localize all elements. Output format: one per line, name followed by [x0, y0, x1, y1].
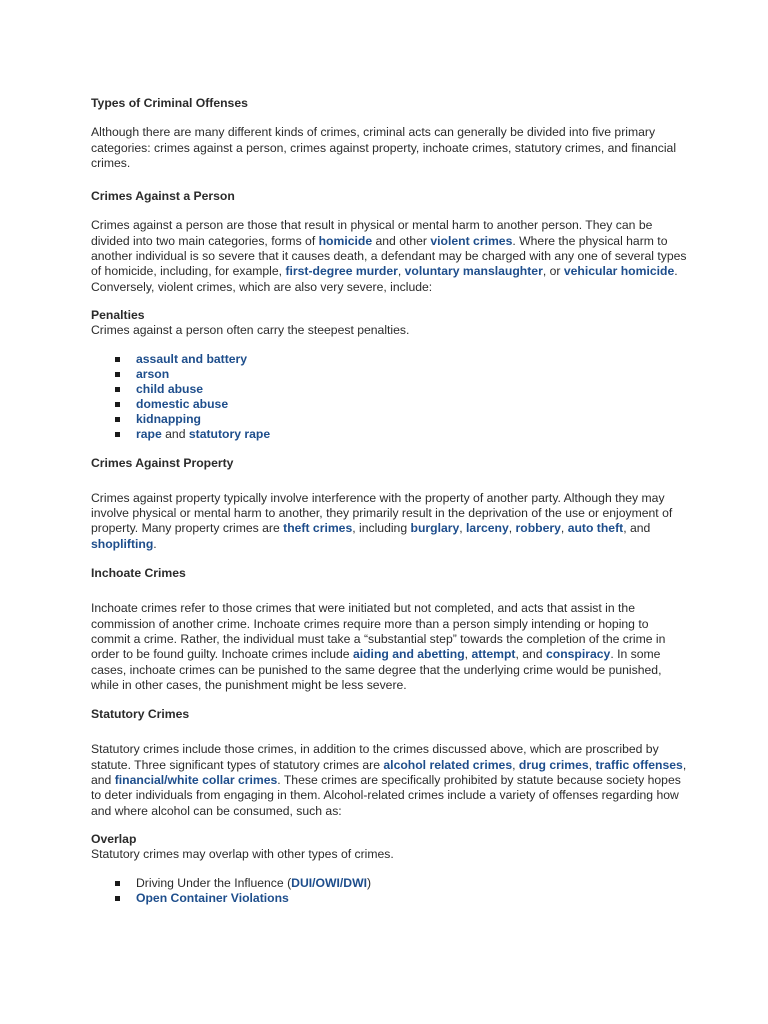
crimes-against-person-paragraph	[91, 218, 688, 294]
list-item	[115, 891, 688, 906]
paragraph-text: . These crimes are specifically prohibited by statute because society hopes to deter individuals from engaging in them. Alcohol-related crimes include a variety of offenses regarding how and where alcohol can be consumed, such as:	[91, 773, 681, 818]
paragraph-text: Crimes against property typically involve interference with the property of another party. Although they may involve physical or mental harm to another, they primarily result in the deprivation of the use or enjoyment of property. Many property crimes are	[91, 490, 673, 536]
overlap-heading: Overlap	[91, 831, 137, 846]
paragraph-text: , and	[623, 521, 651, 536]
paragraph-text: , and	[515, 647, 546, 662]
paragraph-text: . Where the physical harm to another individual is so severe that it causes death, a defendant may be charged with any one of several types of homicide, including, for example,	[91, 233, 687, 279]
paragraph-text: . In some cases, inchoate crimes can be punished to the same degree that the underlying crime would be punished, while in other cases, the punishment might be less severe.	[91, 647, 662, 692]
conspiracy-link[interactable]: conspiracy	[545, 647, 611, 662]
document-title: Types of Criminal Offenses	[91, 96, 248, 110]
paragraph-text: ,	[560, 521, 568, 536]
list-item	[115, 352, 688, 367]
paragraph-text: , and	[91, 757, 687, 788]
penalties-heading: Penalties	[91, 307, 145, 322]
list-item	[115, 397, 688, 412]
open-container-violations-link[interactable]: Open Container Violations	[136, 890, 289, 905]
inchoate-crimes-heading: Inchoate Crimes	[91, 566, 186, 581]
paragraph-text: ,	[588, 757, 596, 772]
paragraph-text: Crimes against a person are those that result in physical or mental harm to another person. They can be divided into two main categories, forms of	[91, 218, 653, 248]
bullet-square-icon	[115, 387, 120, 392]
statutory-crimes-paragraph	[91, 742, 688, 818]
paragraph-text: and other	[372, 233, 431, 248]
paragraph-text: ,	[397, 264, 405, 279]
first-degree-murder-link[interactable]: first-degree murder	[285, 264, 398, 279]
violent-crimes-list	[91, 352, 688, 442]
statutory-rape-link[interactable]: statutory rape	[188, 426, 271, 441]
robbery-link[interactable]: robbery	[515, 521, 561, 536]
auto-theft-link[interactable]: auto theft	[567, 521, 624, 536]
voluntary-manslaughter-link[interactable]: voluntary manslaughter	[404, 264, 543, 279]
bullet-square-icon	[115, 357, 120, 362]
homicide-link[interactable]: homicide	[318, 233, 373, 248]
child-abuse-link[interactable]: child abuse	[136, 381, 204, 396]
theft-crimes-link[interactable]: theft crimes	[283, 521, 353, 536]
traffic-offenses-link[interactable]: traffic offenses	[595, 757, 683, 772]
violent-crimes-link[interactable]: violent crimes	[430, 233, 513, 248]
list-item	[115, 367, 688, 382]
paragraph-text: ,	[508, 521, 516, 536]
financial-white-collar-crimes-link[interactable]: financial/white collar crimes	[114, 773, 278, 788]
crimes-against-property-paragraph	[91, 491, 688, 552]
list-item-text: )	[366, 875, 372, 890]
shoplifting-link[interactable]: shoplifting	[91, 536, 154, 551]
kidnapping-link[interactable]: kidnapping	[136, 411, 201, 426]
overlap-text: Statutory crimes may overlap with other types of crimes.	[91, 847, 394, 862]
statutory-crimes-heading: Statutory Crimes	[91, 707, 190, 722]
attempt-link[interactable]: attempt	[471, 647, 516, 662]
burglary-link[interactable]: burglary	[410, 521, 460, 536]
paragraph-text: ,	[459, 521, 467, 536]
drug-crimes-link[interactable]: drug crimes	[518, 757, 589, 772]
assault-and-battery-link[interactable]: assault and battery	[136, 351, 248, 366]
bullet-square-icon	[115, 881, 120, 886]
domestic-abuse-link[interactable]: domestic abuse	[136, 396, 229, 411]
crimes-against-person-heading: Crimes Against a Person	[91, 189, 235, 204]
crimes-against-property-heading: Crimes Against Property	[91, 455, 234, 470]
paragraph-text: Statutory crimes include those crimes, in addition to the crimes discussed above, which are proscribed by statute. Three significant types of statutory crimes are	[91, 742, 659, 772]
bullet-square-icon	[115, 402, 120, 407]
paragraph-text: .	[153, 536, 157, 551]
vehicular-homicide-link[interactable]: vehicular homicide	[563, 264, 675, 279]
list-item-text: and	[161, 426, 189, 441]
list-item	[115, 382, 688, 397]
intro-paragraph: Although there are many different kinds of crimes, criminal acts can generally be divided into five primary categories: crimes against a person, crimes against property, inchoate crimes, statutory crimes, and financial crimes.	[91, 125, 677, 170]
list-item-text: Driving Under the Influence (	[136, 875, 292, 890]
list-item	[115, 412, 688, 427]
bullet-square-icon	[115, 432, 120, 437]
paragraph-text: ,	[464, 647, 472, 662]
larceny-link[interactable]: larceny	[466, 521, 509, 536]
paragraph-text: , or	[542, 264, 564, 279]
paragraph-text: , including	[352, 521, 411, 536]
list-item	[115, 876, 688, 891]
bullet-square-icon	[115, 372, 120, 377]
penalties-text: Crimes against a person often carry the steepest penalties.	[91, 323, 410, 338]
paragraph-text: Inchoate crimes refer to those crimes that were initiated but not completed, and acts that assist in the commission of another crime. Inchoate crimes require more than a person simply intending or hoping to commit a crime. Rather, the individual must take a “substantial step” towards the completion of the crime in order to be found guilty. Inchoate crimes include	[91, 601, 666, 662]
aiding-and-abetting-link[interactable]: aiding and abetting	[352, 647, 465, 662]
bullet-square-icon	[115, 417, 120, 422]
rape-link[interactable]: rape	[136, 426, 162, 441]
paragraph-text: ,	[512, 757, 519, 772]
alcohol-crimes-list	[91, 876, 688, 906]
inchoate-crimes-paragraph	[91, 601, 688, 693]
arson-link[interactable]: arson	[136, 366, 170, 381]
dui-owi-dwi-link[interactable]: DUI/OWI/DWI	[291, 875, 367, 890]
alcohol-related-crimes-link[interactable]: alcohol related crimes	[383, 757, 513, 772]
list-item	[115, 427, 688, 442]
bullet-square-icon	[115, 896, 120, 901]
paragraph-text: . Conversely, violent crimes, which are also very severe, include:	[91, 264, 678, 294]
